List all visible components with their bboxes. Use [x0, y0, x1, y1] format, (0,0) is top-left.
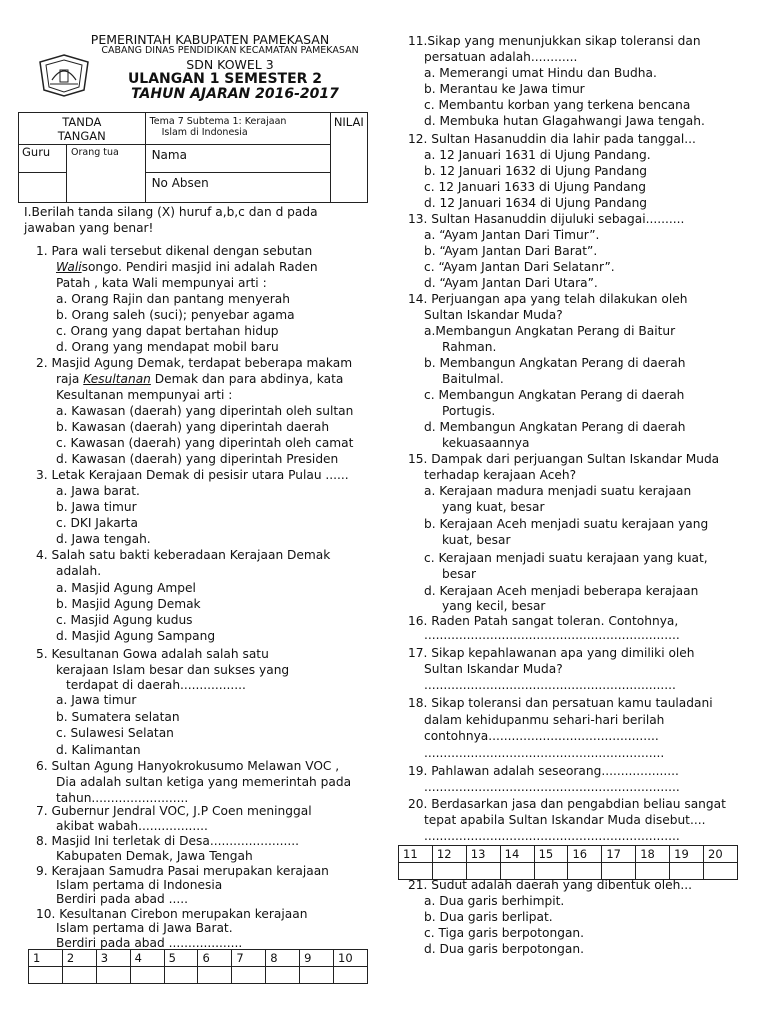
answer-blank-cell[interactable] — [198, 967, 232, 984]
answer-blank-cell[interactable] — [266, 967, 300, 984]
question-text-line: 12. Sultan Hasanuddin dia lahir pada tanggal... — [408, 132, 696, 146]
nilai-label: NILAI — [333, 115, 364, 129]
question-text-line: yang kecil, besar — [442, 599, 546, 613]
answer-option: d. Orang yang mendapat mobil baru — [56, 340, 279, 354]
question-text-line: Berdiri pada abad ................... — [56, 936, 243, 950]
question-text-line: 3. Letak Kerajaan Demak di pesisir utara Pulau ...... — [36, 468, 349, 482]
answer-option: b. Dua garis berlipat. — [424, 910, 553, 924]
question-text-line: ................................................................. — [424, 678, 676, 692]
answer-option: a. Orang Rajin dan pantang menyerah — [56, 292, 290, 306]
guru-label: Guru — [22, 145, 51, 159]
question-text-line: 17. Sikap kepahlawanan apa yang dimiliki oleh — [408, 646, 695, 660]
answer-blank-cell[interactable] — [670, 863, 704, 880]
answer-number-cell: 3 — [96, 950, 130, 967]
answer-option: b. Membangun Angkatan Perang di daerah — [424, 356, 686, 370]
question-text-line: 4. Salah satu bakti keberadaan Kerajaan Demak — [36, 548, 331, 562]
answer-blank-cell[interactable] — [534, 863, 568, 880]
identity-table — [18, 112, 368, 203]
question-text-line: 8. Masjid Ini terletak di Desa....................... — [36, 834, 299, 848]
question-text-line — [56, 371, 343, 387]
question-text-line: I.Berilah tanda silang (X) huruf a,b,c dan d pada — [24, 205, 318, 219]
answer-blank-cell[interactable] — [568, 863, 602, 880]
question-text-line: Sultan Iskandar Muda? — [424, 308, 563, 322]
answer-number-cell: 18 — [636, 846, 670, 863]
answer-option: c. Membantu korban yang terkena bencana — [424, 98, 691, 112]
answer-option: a. Kerajaan madura menjadi suatu kerajaan — [424, 484, 692, 498]
answer-blank-cell[interactable] — [602, 863, 636, 880]
question-text-line: Dia adalah sultan ketiga yang memerintah pada — [56, 775, 352, 789]
question-text-line: Baitulmal. — [442, 372, 504, 386]
line-text: songo. Pendiri masjid ini adalah Raden — [81, 260, 318, 274]
question-text-line: kuat, besar — [442, 533, 511, 547]
answer-option: b. Orang saleh (suci); penyebar agama — [56, 308, 295, 322]
question-text-line: .................................................................. — [424, 628, 680, 642]
answer-option: c. Orang yang dapat bertahan hidup — [56, 324, 279, 338]
question-text-line: tepat apabila Sultan Iskandar Muda disebut.... — [424, 813, 706, 827]
answer-number-cell: 20 — [704, 846, 738, 863]
answer-option: a. Masjid Agung Ampel — [56, 581, 196, 595]
question-text-line — [56, 259, 318, 275]
question-text-line: Kesultanan mempunyai arti : — [56, 388, 233, 402]
question-text-line: besar — [442, 567, 477, 581]
nama-field[interactable]: Nama — [151, 148, 187, 162]
answer-number-cell: 15 — [534, 846, 568, 863]
answer-option: b. Masjid Agung Demak — [56, 597, 201, 611]
answer-grid-1-10 — [28, 949, 368, 984]
answer-blank-cell[interactable] — [704, 863, 738, 880]
question-text-line: 10. Kesultanan Cirebon merupakan kerajaan — [36, 907, 308, 921]
answer-option: d. Kawasan (daerah) yang diperintah Presiden — [56, 452, 339, 466]
answer-option: d. Masjid Agung Sampang — [56, 629, 216, 643]
question-text-line: 18. Sikap toleransi dan persatuan kamu tauladani — [408, 696, 713, 710]
answer-option: b. Kawasan (daerah) yang diperintah daerah — [56, 420, 330, 434]
answer-number-cell: 16 — [568, 846, 602, 863]
question-text-line: .................................................................. — [424, 780, 680, 794]
header-school: SDN KOWEL 3 — [186, 57, 274, 72]
answer-number-cell: 2 — [62, 950, 96, 967]
answer-number-cell: 10 — [334, 950, 368, 967]
question-text-line: dalam kehidupanmu sehari-hari berilah — [424, 713, 665, 727]
answer-blank-cell[interactable] — [399, 863, 433, 880]
answer-option: c. Kawasan (daerah) yang diperintah oleh camat — [56, 436, 354, 450]
answer-blank-cell[interactable] — [500, 863, 534, 880]
answer-option: a.Membangun Angkatan Perang di Baitur — [424, 324, 676, 338]
question-text-line: kekuasaannya — [442, 436, 530, 450]
answer-number-cell: 5 — [164, 950, 198, 967]
answer-number-cell: 9 — [300, 950, 334, 967]
answer-option: b. Merantau ke Jawa timur — [424, 82, 585, 96]
answer-option: c. Masjid Agung kudus — [56, 613, 193, 627]
question-text-line: 20. Berdasarkan jasa dan pengabdian beliau sangat — [408, 797, 726, 811]
question-text-line: Portugis. — [442, 404, 496, 418]
answer-option: a. Memerangi umat Hindu dan Budha. — [424, 66, 657, 80]
question-text-line: 7. Gubernur Jendral VOC, J.P Coen meninggal — [36, 804, 312, 818]
theme-label-2: Islam di Indonesia — [161, 127, 248, 138]
question-text-line: Islam pertama di Jawa Barat. — [56, 921, 233, 935]
question-text-line: 16. Raden Patah sangat toleran. Contohnya, — [408, 614, 679, 628]
answer-number-cell: 13 — [466, 846, 500, 863]
question-text-line: adalah. — [56, 564, 102, 578]
answer-blank-cell[interactable] — [29, 967, 63, 984]
question-text-line: 2. Masjid Agung Demak, terdapat beberapa makam — [36, 356, 353, 370]
answer-option: d. Jawa tengah. — [56, 532, 151, 546]
answer-number-cell: 12 — [432, 846, 466, 863]
question-text-line: jawaban yang benar! — [24, 221, 154, 235]
header-year: TAHUN AJARAN 2016-2017 — [131, 86, 339, 102]
underlined-term: Kesultanan — [83, 372, 151, 386]
answer-option: a. Kawasan (daerah) yang diperintah oleh sultan — [56, 404, 354, 418]
question-text-line: 13. Sultan Hasanuddin dijuluki sebagai.......... — [408, 212, 685, 226]
orang-tua-label: Orang tua — [71, 147, 119, 158]
line-text: raja — [56, 372, 84, 386]
answer-option: a. Jawa barat. — [56, 484, 140, 498]
question-text-line: 14. Perjuangan apa yang telah dilakukan oleh — [408, 292, 688, 306]
answer-blank-cell[interactable] — [636, 863, 670, 880]
answer-blank-cell[interactable] — [232, 967, 266, 984]
header-exam: ULANGAN 1 SEMESTER 2 — [127, 71, 323, 87]
answer-option: d. Membuka hutan Glagahwangi Jawa tengah. — [424, 114, 705, 128]
answer-option: a. 12 Januari 1631 di Ujung Pandang. — [424, 148, 651, 162]
question-text-line: .............................................................. — [424, 746, 665, 760]
answer-option: b. 12 Januari 1632 di Ujung Pandang — [424, 164, 648, 178]
answer-number-cell: 19 — [670, 846, 704, 863]
question-text-line: 1. Para wali tersebut dikenal dengan sebutan — [36, 244, 313, 258]
answer-number-cell: 7 — [232, 950, 266, 967]
question-text-line: 21. Sudut adalah daerah yang dibentuk oleh... — [408, 878, 692, 892]
answer-number-cell: 14 — [500, 846, 534, 863]
question-text-line: 5. Kesultanan Gowa adalah salah satu — [36, 647, 269, 661]
answer-number-cell: 6 — [198, 950, 232, 967]
question-text-line: 15. Dampak dari perjuangan Sultan Iskandar Muda — [408, 452, 720, 466]
answer-blank-cell[interactable] — [130, 967, 164, 984]
answer-number-cell: 11 — [399, 846, 433, 863]
answer-option: c. 12 Januari 1633 di Ujung Pandang — [424, 180, 646, 194]
question-text-line: terdapat di daerah................. — [66, 678, 246, 692]
answer-option: a. Jawa timur — [56, 693, 137, 707]
answer-option: b. Sumatera selatan — [56, 710, 180, 724]
question-text-line: 11.Sikap yang menunjukkan sikap toleransi dan — [408, 34, 701, 48]
answer-option: c. Tiga garis berpotongan. — [424, 926, 585, 940]
answer-option: a. “Ayam Jantan Dari Timur”. — [424, 228, 600, 242]
answer-option: d. Kerajaan Aceh menjadi beberapa kerajaan — [424, 584, 699, 598]
question-text-line: 9. Kerajaan Samudra Pasai merupakan kerajaan — [36, 864, 329, 878]
answer-option: c. Sulawesi Selatan — [56, 726, 174, 740]
question-text-line: 6. Sultan Agung Hanyokrokusumo Melawan VOC , — [36, 759, 340, 773]
answer-option: c. DKI Jakarta — [56, 516, 138, 530]
question-text-line: tahun......................... — [56, 791, 189, 805]
question-text-line: Kabupaten Demak, Jawa Tengah — [56, 849, 253, 863]
answer-option: d. “Ayam Jantan Dari Utara”. — [424, 276, 598, 290]
school-logo — [36, 52, 92, 98]
answer-option: c. “Ayam Jantan Dari Selatanr”. — [424, 260, 615, 274]
question-text-line: yang kuat, besar — [442, 500, 545, 514]
answer-blank-cell[interactable] — [432, 863, 466, 880]
answer-option: d. 12 Januari 1634 di Ujung Pandang — [424, 196, 648, 210]
answer-option: c. Membangun Angkatan Perang di daerah — [424, 388, 685, 402]
question-text-line: persatuan adalah............ — [424, 50, 578, 64]
question-text-line: Islam pertama di Indonesia — [56, 878, 223, 892]
answer-option: d. Dua garis berpotongan. — [424, 942, 584, 956]
answer-number-cell: 1 — [29, 950, 63, 967]
answer-option: b. Jawa timur — [56, 500, 137, 514]
question-text-line: Patah , kata Wali mempunyai arti : — [56, 276, 267, 290]
question-text-line: contohnya............................................ — [424, 729, 659, 743]
answer-blank-cell[interactable] — [334, 967, 368, 984]
question-text-line: Berdiri pada abad ..... — [56, 892, 188, 906]
question-text-line: terhadap kerajaan Aceh? — [424, 468, 577, 482]
answer-number-cell: 4 — [130, 950, 164, 967]
answer-option: d. Kalimantan — [56, 743, 141, 757]
theme-label: Tema 7 Subtema 1: Kerajaan — [149, 116, 287, 127]
no-absen-field[interactable]: No Absen — [151, 176, 209, 190]
question-text-line: 19. Pahlawan adalah seseorang.................... — [408, 764, 679, 778]
header-government: PEMERINTAH KABUPATEN PAMEKASAN — [90, 32, 330, 47]
answer-option: a. Dua garis berhimpit. — [424, 894, 565, 908]
question-text-line: Rahman. — [442, 340, 497, 354]
answer-blank-cell[interactable] — [300, 967, 334, 984]
answer-option: b. “Ayam Jantan Dari Barat”. — [424, 244, 598, 258]
answer-blank-cell[interactable] — [62, 967, 96, 984]
question-text-line: kerajaan Islam besar dan sukses yang — [56, 663, 290, 677]
answer-option: b. Kerajaan Aceh menjadi suatu kerajaan yang — [424, 517, 709, 531]
answer-blank-cell[interactable] — [466, 863, 500, 880]
tangan-label: TANGAN — [57, 129, 106, 143]
line-text: Demak dan para abdinya, kata — [150, 372, 344, 386]
answer-blank-cell[interactable] — [96, 967, 130, 984]
question-text-line: Sultan Iskandar Muda? — [424, 662, 563, 676]
answer-grid-11-20 — [398, 845, 738, 880]
tanda-label: TANDA — [62, 115, 102, 129]
answer-blank-cell[interactable] — [164, 967, 198, 984]
answer-number-cell: 17 — [602, 846, 636, 863]
answer-option: c. Kerajaan menjadi suatu kerajaan yang kuat, — [424, 551, 708, 565]
answer-number-cell: 8 — [266, 950, 300, 967]
question-text-line: akibat wabah.................. — [56, 819, 208, 833]
underlined-term: Wali — [56, 260, 82, 274]
answer-option: d. Membangun Angkatan Perang di daerah — [424, 420, 686, 434]
question-text-line: .................................................................. — [424, 829, 680, 843]
header-agency: CABANG DINAS PENDIDIKAN KECAMATAN PAMEKASAN — [101, 45, 359, 56]
